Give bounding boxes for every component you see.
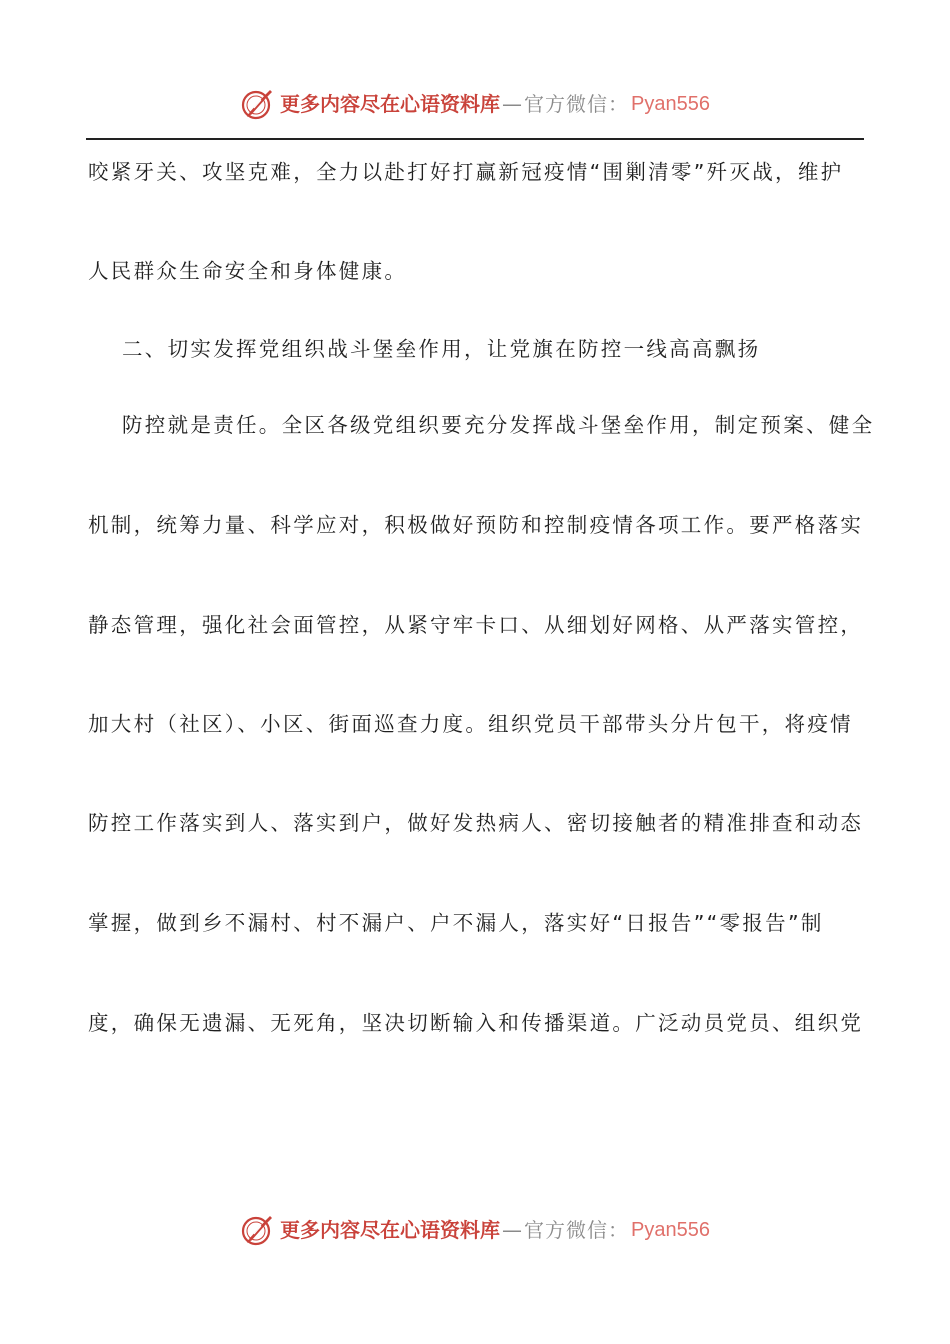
footer-brand-text: 更多内容尽在心语资料库: [280, 1218, 501, 1242]
body-line-1: 咬紧牙关、攻坚克难，全力以赴打好打赢新冠疫情“围剿清零”歼灭战，维护: [88, 160, 844, 184]
body-line-6: 静态管理，强化社会面管控，从紧守牢卡口、从细划好网格、从严落实管控，: [88, 613, 864, 637]
footer-banner-text: [280, 1212, 710, 1248]
pen-nib-logo-icon: [240, 86, 276, 122]
header-brand-text: 更多内容尽在心语资料库: [280, 92, 501, 116]
section-heading: 二、切实发挥党组织战斗堡垒作用，让党旗在防控一线高高飘扬: [122, 337, 761, 361]
header-wechat-id: Pyan556: [631, 93, 710, 115]
header-banner: [0, 84, 950, 124]
body-line-9: 掌握，做到乡不漏村、村不漏户、户不漏人，落实好“日报告”“零报告”制: [88, 911, 824, 935]
header-dash: —: [502, 92, 523, 116]
header-divider: [86, 138, 864, 140]
footer-dash: —: [502, 1218, 523, 1242]
footer-wechat-id: Pyan556: [631, 1219, 710, 1241]
body-line-4: 防控就是责任。全区各级党组织要充分发挥战斗堡垒作用，制定预案、健全: [122, 413, 875, 437]
footer-wechat-label: 官方微信：: [524, 1218, 630, 1242]
header-banner-text: [280, 86, 710, 122]
header-wechat-label: 官方微信：: [524, 92, 630, 116]
body-line-7: 加大村（社区）、小区、街面巡查力度。组织党员干部带头分片包干，将疫情: [88, 712, 853, 736]
body-line-8: 防控工作落实到人、落实到户，做好发热病人、密切接触者的精准排查和动态: [88, 811, 864, 835]
body-line-2: 人民群众生命安全和身体健康。: [88, 259, 408, 283]
pen-nib-logo-icon: [240, 1212, 276, 1248]
footer-banner: [0, 1210, 950, 1250]
body-line-5: 机制，统筹力量、科学应对，积极做好预防和控制疫情各项工作。要严格落实: [88, 513, 864, 537]
body-line-10: 度，确保无遗漏、无死角，坚决切断输入和传播渠道。广泛动员党员、组织党: [88, 1011, 864, 1035]
